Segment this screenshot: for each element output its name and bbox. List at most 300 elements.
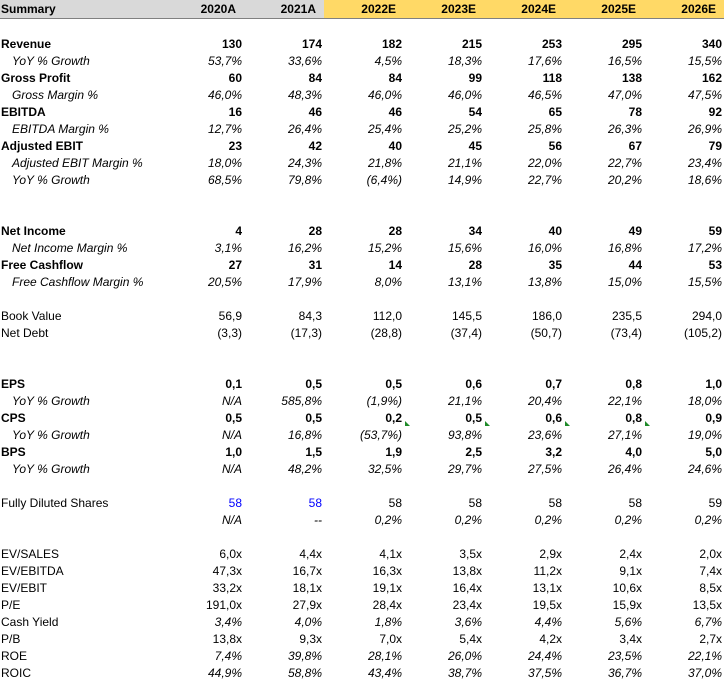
value-cell[interactable]: [484, 325, 564, 342]
value-cell[interactable]: [324, 393, 404, 410]
empty-cell[interactable]: [0, 189, 164, 206]
value-cell[interactable]: [164, 563, 244, 580]
value-cell[interactable]: [164, 240, 244, 257]
empty-cell[interactable]: [404, 206, 484, 223]
value-cell[interactable]: [244, 444, 324, 461]
value-cell[interactable]: [324, 410, 404, 427]
value-cell[interactable]: [164, 104, 244, 121]
value-cell[interactable]: [404, 461, 484, 478]
row-label[interactable]: EBITDA: [0, 104, 164, 121]
value-cell[interactable]: [484, 495, 564, 512]
empty-cell[interactable]: [484, 359, 564, 376]
value-cell[interactable]: [244, 631, 324, 648]
value-cell[interactable]: [244, 53, 324, 70]
empty-cell[interactable]: [404, 529, 484, 546]
value-cell[interactable]: [324, 87, 404, 104]
value-cell[interactable]: [564, 444, 644, 461]
empty-cell[interactable]: [644, 19, 724, 37]
header-label[interactable]: Summary: [0, 0, 164, 19]
value-cell[interactable]: [564, 121, 644, 138]
value-cell[interactable]: [484, 410, 564, 427]
empty-cell[interactable]: [404, 478, 484, 495]
value-cell[interactable]: [404, 427, 484, 444]
value-cell[interactable]: [404, 648, 484, 665]
row-label[interactable]: Adjusted EBIT: [0, 138, 164, 155]
value-cell[interactable]: [324, 53, 404, 70]
value-cell[interactable]: [644, 563, 724, 580]
value-cell[interactable]: [404, 393, 484, 410]
value-cell[interactable]: [164, 614, 244, 631]
value-cell[interactable]: [404, 104, 484, 121]
empty-cell[interactable]: [0, 291, 164, 308]
value-cell[interactable]: [244, 172, 324, 189]
value-cell[interactable]: [404, 410, 484, 427]
value-cell[interactable]: [164, 546, 244, 563]
value-cell[interactable]: [244, 461, 324, 478]
value-cell[interactable]: [164, 410, 244, 427]
value-cell[interactable]: [564, 512, 644, 529]
empty-cell[interactable]: [484, 291, 564, 308]
row-label[interactable]: YoY % Growth: [0, 461, 164, 478]
value-cell[interactable]: [244, 597, 324, 614]
value-cell[interactable]: [324, 257, 404, 274]
empty-cell[interactable]: [404, 342, 484, 359]
empty-cell[interactable]: [164, 189, 244, 206]
row-label[interactable]: Book Value: [0, 308, 164, 325]
value-cell[interactable]: [404, 563, 484, 580]
header-year-estimate[interactable]: 2023E: [404, 0, 484, 19]
row-label[interactable]: Free Cashflow Margin %: [0, 274, 164, 291]
value-cell[interactable]: [644, 274, 724, 291]
value-cell[interactable]: [244, 70, 324, 87]
value-cell[interactable]: [564, 580, 644, 597]
value-cell[interactable]: [324, 427, 404, 444]
value-cell[interactable]: [404, 53, 484, 70]
row-label[interactable]: [0, 512, 164, 529]
row-label[interactable]: Cash Yield: [0, 614, 164, 631]
value-cell[interactable]: [484, 461, 564, 478]
value-cell[interactable]: [244, 393, 324, 410]
row-label[interactable]: Adjusted EBIT Margin %: [0, 155, 164, 172]
value-cell[interactable]: [484, 427, 564, 444]
value-cell[interactable]: [404, 257, 484, 274]
value-cell[interactable]: [324, 104, 404, 121]
row-label[interactable]: EV/EBITDA: [0, 563, 164, 580]
row-label[interactable]: YoY % Growth: [0, 53, 164, 70]
value-cell[interactable]: [564, 53, 644, 70]
value-cell[interactable]: [484, 274, 564, 291]
header-year-estimate[interactable]: 2026E: [644, 0, 724, 19]
value-cell[interactable]: [484, 138, 564, 155]
value-cell[interactable]: [644, 104, 724, 121]
value-cell[interactable]: [564, 563, 644, 580]
value-cell[interactable]: [324, 240, 404, 257]
value-cell[interactable]: [564, 546, 644, 563]
empty-cell[interactable]: [244, 342, 324, 359]
value-cell[interactable]: [564, 614, 644, 631]
value-cell[interactable]: [484, 172, 564, 189]
empty-cell[interactable]: [644, 206, 724, 223]
value-cell[interactable]: [244, 87, 324, 104]
value-cell[interactable]: [324, 665, 404, 682]
value-cell[interactable]: [324, 325, 404, 342]
value-cell[interactable]: [484, 121, 564, 138]
value-cell[interactable]: [644, 87, 724, 104]
empty-cell[interactable]: [244, 206, 324, 223]
value-cell[interactable]: [164, 274, 244, 291]
value-cell[interactable]: [644, 121, 724, 138]
value-cell[interactable]: [484, 665, 564, 682]
empty-cell[interactable]: [484, 206, 564, 223]
value-cell[interactable]: [644, 665, 724, 682]
value-cell[interactable]: [564, 274, 644, 291]
value-cell[interactable]: [564, 70, 644, 87]
row-label[interactable]: CPS: [0, 410, 164, 427]
value-cell[interactable]: [324, 597, 404, 614]
empty-cell[interactable]: [484, 529, 564, 546]
empty-cell[interactable]: [0, 19, 164, 37]
value-cell[interactable]: [324, 648, 404, 665]
empty-cell[interactable]: [164, 342, 244, 359]
value-cell[interactable]: [484, 563, 564, 580]
value-cell[interactable]: [564, 308, 644, 325]
value-cell[interactable]: [644, 376, 724, 393]
value-cell[interactable]: [564, 155, 644, 172]
value-cell[interactable]: [564, 427, 644, 444]
row-label[interactable]: Fully Diluted Shares: [0, 495, 164, 512]
value-cell[interactable]: [644, 138, 724, 155]
empty-cell[interactable]: [0, 359, 164, 376]
value-cell[interactable]: [644, 172, 724, 189]
header-year[interactable]: 2021A: [244, 0, 324, 19]
value-cell[interactable]: [244, 223, 324, 240]
row-label[interactable]: YoY % Growth: [0, 172, 164, 189]
empty-cell[interactable]: [644, 189, 724, 206]
empty-cell[interactable]: [324, 19, 404, 37]
empty-cell[interactable]: [0, 529, 164, 546]
value-cell[interactable]: [564, 376, 644, 393]
value-cell[interactable]: [644, 308, 724, 325]
row-label[interactable]: Gross Margin %: [0, 87, 164, 104]
value-cell[interactable]: [564, 223, 644, 240]
value-cell[interactable]: [164, 597, 244, 614]
value-cell[interactable]: [564, 325, 644, 342]
value-cell[interactable]: [564, 461, 644, 478]
value-cell[interactable]: [564, 138, 644, 155]
value-cell[interactable]: [644, 240, 724, 257]
row-label[interactable]: EPS: [0, 376, 164, 393]
empty-cell[interactable]: [644, 529, 724, 546]
empty-cell[interactable]: [244, 359, 324, 376]
value-cell[interactable]: [484, 444, 564, 461]
empty-cell[interactable]: [484, 189, 564, 206]
empty-cell[interactable]: [644, 342, 724, 359]
value-cell[interactable]: [644, 155, 724, 172]
value-cell[interactable]: [484, 376, 564, 393]
empty-cell[interactable]: [564, 359, 644, 376]
row-label[interactable]: YoY % Growth: [0, 427, 164, 444]
value-cell[interactable]: [244, 376, 324, 393]
value-cell[interactable]: [244, 308, 324, 325]
value-cell[interactable]: [404, 155, 484, 172]
value-cell[interactable]: [644, 444, 724, 461]
value-cell[interactable]: [324, 563, 404, 580]
value-cell[interactable]: [244, 614, 324, 631]
header-year-estimate[interactable]: 2025E: [564, 0, 644, 19]
value-cell[interactable]: [484, 614, 564, 631]
empty-cell[interactable]: [564, 529, 644, 546]
empty-cell[interactable]: [484, 342, 564, 359]
value-cell[interactable]: [244, 257, 324, 274]
empty-cell[interactable]: [564, 478, 644, 495]
value-cell[interactable]: [644, 648, 724, 665]
row-label[interactable]: Net Income: [0, 223, 164, 240]
value-cell[interactable]: [404, 240, 484, 257]
value-cell[interactable]: [244, 580, 324, 597]
header-year-estimate[interactable]: 2022E: [324, 0, 404, 19]
empty-cell[interactable]: [324, 359, 404, 376]
row-label[interactable]: Revenue: [0, 36, 164, 53]
value-cell[interactable]: [484, 546, 564, 563]
value-cell[interactable]: [164, 172, 244, 189]
value-cell[interactable]: [564, 631, 644, 648]
value-cell[interactable]: [484, 87, 564, 104]
value-cell[interactable]: [164, 325, 244, 342]
value-cell[interactable]: [564, 87, 644, 104]
value-cell[interactable]: [644, 427, 724, 444]
empty-cell[interactable]: [484, 19, 564, 37]
value-cell[interactable]: [164, 223, 244, 240]
value-cell[interactable]: [484, 393, 564, 410]
value-cell[interactable]: [164, 665, 244, 682]
empty-cell[interactable]: [404, 291, 484, 308]
value-cell[interactable]: [564, 36, 644, 53]
empty-cell[interactable]: [564, 206, 644, 223]
empty-cell[interactable]: [164, 529, 244, 546]
value-cell[interactable]: [164, 580, 244, 597]
row-label[interactable]: Net Income Margin %: [0, 240, 164, 257]
empty-cell[interactable]: [164, 19, 244, 37]
value-cell[interactable]: [244, 36, 324, 53]
value-cell[interactable]: [244, 138, 324, 155]
value-cell[interactable]: [644, 614, 724, 631]
value-cell[interactable]: [644, 546, 724, 563]
row-label[interactable]: ROE: [0, 648, 164, 665]
row-label[interactable]: Free Cashflow: [0, 257, 164, 274]
value-cell[interactable]: [244, 546, 324, 563]
value-cell[interactable]: [324, 172, 404, 189]
row-label[interactable]: ROIC: [0, 665, 164, 682]
value-cell[interactable]: [324, 274, 404, 291]
value-cell[interactable]: [244, 427, 324, 444]
value-cell[interactable]: [484, 223, 564, 240]
value-cell[interactable]: [404, 70, 484, 87]
value-cell[interactable]: [164, 257, 244, 274]
value-cell[interactable]: [564, 495, 644, 512]
value-cell[interactable]: [564, 665, 644, 682]
value-cell[interactable]: [404, 376, 484, 393]
value-cell[interactable]: [244, 240, 324, 257]
row-label[interactable]: Gross Profit: [0, 70, 164, 87]
value-cell[interactable]: [484, 36, 564, 53]
value-cell[interactable]: [164, 444, 244, 461]
value-cell[interactable]: [404, 121, 484, 138]
row-label[interactable]: Net Debt: [0, 325, 164, 342]
value-cell[interactable]: [484, 104, 564, 121]
row-label[interactable]: YoY % Growth: [0, 393, 164, 410]
empty-cell[interactable]: [324, 529, 404, 546]
value-cell[interactable]: [324, 461, 404, 478]
value-cell[interactable]: [644, 393, 724, 410]
empty-cell[interactable]: [644, 291, 724, 308]
value-cell[interactable]: [404, 495, 484, 512]
value-cell[interactable]: [404, 614, 484, 631]
value-cell[interactable]: [484, 580, 564, 597]
value-cell[interactable]: [324, 614, 404, 631]
header-year-estimate[interactable]: 2024E: [484, 0, 564, 19]
value-cell[interactable]: [644, 36, 724, 53]
value-cell[interactable]: [564, 172, 644, 189]
value-cell[interactable]: [404, 223, 484, 240]
value-cell[interactable]: [484, 308, 564, 325]
value-cell[interactable]: [164, 70, 244, 87]
value-cell[interactable]: [324, 546, 404, 563]
empty-cell[interactable]: [484, 478, 564, 495]
empty-cell[interactable]: [644, 359, 724, 376]
value-cell[interactable]: [324, 376, 404, 393]
value-cell[interactable]: [324, 155, 404, 172]
value-cell[interactable]: [164, 121, 244, 138]
value-cell[interactable]: [164, 155, 244, 172]
value-cell[interactable]: [564, 257, 644, 274]
empty-cell[interactable]: [164, 206, 244, 223]
value-cell[interactable]: [484, 257, 564, 274]
empty-cell[interactable]: [564, 342, 644, 359]
value-cell[interactable]: [644, 495, 724, 512]
value-cell[interactable]: [484, 631, 564, 648]
value-cell[interactable]: [324, 580, 404, 597]
row-label[interactable]: EV/SALES: [0, 546, 164, 563]
value-cell[interactable]: [324, 36, 404, 53]
value-cell[interactable]: [164, 376, 244, 393]
value-cell[interactable]: [484, 597, 564, 614]
value-cell[interactable]: [644, 325, 724, 342]
value-cell[interactable]: [324, 512, 404, 529]
value-cell[interactable]: [644, 631, 724, 648]
value-cell[interactable]: [324, 308, 404, 325]
value-cell[interactable]: [164, 36, 244, 53]
value-cell[interactable]: [244, 121, 324, 138]
value-cell[interactable]: [244, 648, 324, 665]
value-cell[interactable]: [644, 410, 724, 427]
empty-cell[interactable]: [244, 478, 324, 495]
value-cell[interactable]: [564, 648, 644, 665]
empty-cell[interactable]: [324, 189, 404, 206]
value-cell[interactable]: [164, 393, 244, 410]
empty-cell[interactable]: [404, 359, 484, 376]
value-cell[interactable]: [324, 223, 404, 240]
empty-cell[interactable]: [164, 359, 244, 376]
value-cell[interactable]: [404, 274, 484, 291]
value-cell[interactable]: [404, 512, 484, 529]
empty-cell[interactable]: [244, 291, 324, 308]
value-cell[interactable]: [164, 138, 244, 155]
value-cell[interactable]: [484, 70, 564, 87]
empty-cell[interactable]: [644, 478, 724, 495]
value-cell[interactable]: [644, 223, 724, 240]
value-cell[interactable]: [324, 444, 404, 461]
value-cell[interactable]: [244, 104, 324, 121]
value-cell[interactable]: [244, 563, 324, 580]
row-label[interactable]: P/E: [0, 597, 164, 614]
row-label[interactable]: BPS: [0, 444, 164, 461]
empty-cell[interactable]: [324, 206, 404, 223]
empty-cell[interactable]: [164, 291, 244, 308]
row-label[interactable]: EBITDA Margin %: [0, 121, 164, 138]
empty-cell[interactable]: [404, 19, 484, 37]
value-cell[interactable]: [644, 580, 724, 597]
value-cell[interactable]: [244, 274, 324, 291]
empty-cell[interactable]: [0, 342, 164, 359]
value-cell[interactable]: [244, 495, 324, 512]
value-cell[interactable]: [644, 597, 724, 614]
value-cell[interactable]: [644, 461, 724, 478]
value-cell[interactable]: [164, 87, 244, 104]
value-cell[interactable]: [404, 172, 484, 189]
empty-cell[interactable]: [564, 19, 644, 37]
value-cell[interactable]: [564, 104, 644, 121]
header-year[interactable]: 2020A: [164, 0, 244, 19]
value-cell[interactable]: [164, 461, 244, 478]
value-cell[interactable]: [404, 597, 484, 614]
value-cell[interactable]: [244, 512, 324, 529]
empty-cell[interactable]: [0, 206, 164, 223]
value-cell[interactable]: [404, 546, 484, 563]
value-cell[interactable]: [404, 665, 484, 682]
empty-cell[interactable]: [324, 478, 404, 495]
empty-cell[interactable]: [564, 189, 644, 206]
value-cell[interactable]: [644, 257, 724, 274]
empty-cell[interactable]: [324, 342, 404, 359]
empty-cell[interactable]: [244, 529, 324, 546]
empty-cell[interactable]: [244, 19, 324, 37]
empty-cell[interactable]: [164, 478, 244, 495]
value-cell[interactable]: [164, 495, 244, 512]
value-cell[interactable]: [164, 308, 244, 325]
value-cell[interactable]: [564, 410, 644, 427]
value-cell[interactable]: [164, 631, 244, 648]
value-cell[interactable]: [484, 512, 564, 529]
value-cell[interactable]: [244, 155, 324, 172]
value-cell[interactable]: [484, 53, 564, 70]
value-cell[interactable]: [404, 87, 484, 104]
value-cell[interactable]: [644, 512, 724, 529]
value-cell[interactable]: [404, 138, 484, 155]
value-cell[interactable]: [244, 410, 324, 427]
value-cell[interactable]: [324, 121, 404, 138]
empty-cell[interactable]: [324, 291, 404, 308]
value-cell[interactable]: [404, 36, 484, 53]
value-cell[interactable]: [404, 631, 484, 648]
value-cell[interactable]: [404, 308, 484, 325]
value-cell[interactable]: [484, 240, 564, 257]
value-cell[interactable]: [324, 495, 404, 512]
empty-cell[interactable]: [404, 189, 484, 206]
empty-cell[interactable]: [0, 478, 164, 495]
row-label[interactable]: EV/EBIT: [0, 580, 164, 597]
row-label[interactable]: P/B: [0, 631, 164, 648]
value-cell[interactable]: [164, 53, 244, 70]
